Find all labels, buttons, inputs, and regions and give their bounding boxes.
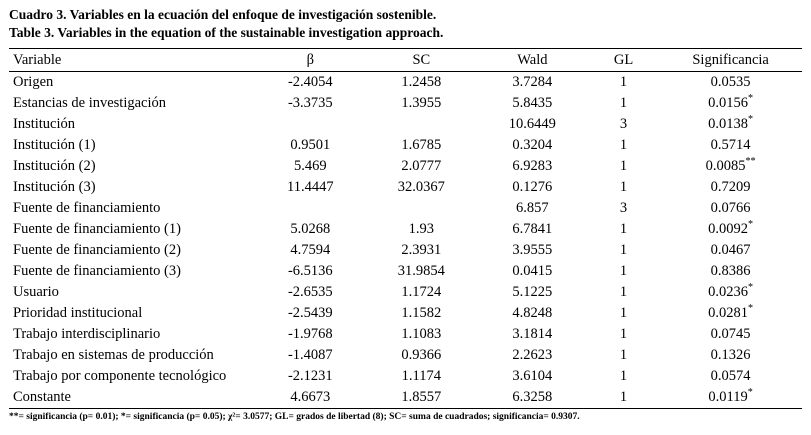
wald-cell: 6.7841 xyxy=(512,221,553,237)
header-sc: SC xyxy=(366,49,477,72)
header-row xyxy=(9,49,802,72)
significancia-value: 0.1326 xyxy=(710,347,751,363)
significancia-cell xyxy=(659,324,802,345)
wald-cell: 0.0415 xyxy=(512,263,553,279)
table-caption-spanish: Cuadro 3. Variables en la ecuación del enfoque de investigación sostenible. xyxy=(9,7,437,22)
significancia-value: 0.8386 xyxy=(710,263,751,279)
variable-cell: Institución xyxy=(13,116,76,132)
table-row xyxy=(9,387,802,409)
significancia-cell xyxy=(659,135,802,156)
significancia-value: 0.0535 xyxy=(710,74,751,90)
sc-cell: 1.3955 xyxy=(401,95,442,111)
table-row xyxy=(9,156,802,177)
beta-cell: -3.3735 xyxy=(287,95,333,111)
sc-cell: 1.1582 xyxy=(401,305,442,321)
beta-cell: 4.6673 xyxy=(255,387,366,409)
significancia-asterisk: * xyxy=(748,303,754,315)
gl-cell: 1 xyxy=(619,242,628,258)
significancia-cell xyxy=(659,366,802,387)
beta-cell: -6.5136 xyxy=(287,263,333,279)
significancia-value: 0.0574 xyxy=(710,368,751,384)
significancia-value: 0.5714 xyxy=(710,137,751,153)
significancia-value: 0.0745 xyxy=(710,326,751,342)
wald-cell: 2.2623 xyxy=(512,347,553,363)
gl-cell: 1 xyxy=(588,387,659,409)
table-body xyxy=(9,72,802,409)
sc-cell: 0.9366 xyxy=(401,347,442,363)
variable-cell: Fuente de financiamiento (1) xyxy=(13,221,181,237)
beta-cell xyxy=(255,114,366,135)
table-row xyxy=(9,240,802,261)
table-footnote: **= significancia (p= 0.01); *= significancia (p= 0.05); χ²= 3.0577; GL= grados de libertad (8); SC= suma de cuadrados; significancia= 0.9307. xyxy=(9,412,580,422)
sc-cell xyxy=(366,114,477,135)
gl-cell: 1 xyxy=(619,137,628,153)
wald-cell: 3.7284 xyxy=(512,74,553,90)
gl-cell: 1 xyxy=(619,326,628,342)
table-header xyxy=(9,49,802,72)
wald-cell: 0.1276 xyxy=(512,179,553,195)
gl-cell: 1 xyxy=(619,284,628,300)
beta-cell: 4.7594 xyxy=(290,242,331,258)
wald-cell: 6.9283 xyxy=(512,158,553,174)
significancia-cell xyxy=(659,219,802,240)
sc-cell: 2.0777 xyxy=(401,158,442,174)
gl-cell: 1 xyxy=(619,221,628,237)
significancia-cell xyxy=(659,114,802,135)
wald-cell: 10.6449 xyxy=(508,116,556,132)
significancia-asterisk: * xyxy=(748,219,754,231)
gl-cell: 3 xyxy=(619,116,628,132)
header-beta: β xyxy=(255,49,366,72)
statistics-table xyxy=(9,48,802,409)
gl-cell: 1 xyxy=(619,305,628,321)
header-variable: Variable xyxy=(9,49,255,72)
table-row xyxy=(9,93,802,114)
wald-cell: 3.9555 xyxy=(512,242,553,258)
variable-cell: Institución (1) xyxy=(13,137,96,153)
significancia-value: 0.0156 xyxy=(708,95,749,111)
significancia-cell xyxy=(659,303,802,324)
variable-cell: Institución (3) xyxy=(13,179,96,195)
gl-cell: 1 xyxy=(619,263,628,279)
significancia-cell xyxy=(659,282,802,303)
beta-cell: -1.4087 xyxy=(287,347,333,363)
wald-cell: 5.1225 xyxy=(512,284,553,300)
significancia-asterisk: ** xyxy=(745,156,756,168)
significancia-value: 0.0281 xyxy=(708,305,749,321)
variable-cell: Trabajo en sistemas de producción xyxy=(13,347,214,363)
beta-cell: -2.4054 xyxy=(287,74,333,90)
table-row xyxy=(9,366,802,387)
significancia-cell xyxy=(659,261,802,282)
variable-cell: Prioridad institucional xyxy=(13,305,143,321)
significancia-asterisk: * xyxy=(748,93,754,105)
variable-cell: Trabajo interdisciplinario xyxy=(13,326,161,342)
significancia-value: 0.0236 xyxy=(708,284,749,300)
gl-cell: 1 xyxy=(619,347,628,363)
sc-cell xyxy=(366,198,477,219)
wald-cell: 4.8248 xyxy=(512,305,553,321)
significancia-value: 0.0085 xyxy=(705,158,746,174)
significancia-cell xyxy=(659,387,802,409)
gl-cell: 1 xyxy=(619,74,628,90)
beta-cell: 11.4447 xyxy=(287,179,334,195)
gl-cell: 1 xyxy=(619,95,628,111)
table-row xyxy=(9,219,802,240)
significancia-value: 0.0138 xyxy=(708,116,749,132)
table-row xyxy=(9,345,802,366)
table-row xyxy=(9,303,802,324)
sc-cell: 1.2458 xyxy=(401,74,442,90)
wald-cell: 0.3204 xyxy=(512,137,553,153)
sc-cell: 2.3931 xyxy=(401,242,442,258)
significancia-cell xyxy=(659,240,802,261)
sc-cell: 32.0367 xyxy=(397,179,445,195)
gl-cell: 1 xyxy=(619,368,628,384)
sc-cell: 1.6785 xyxy=(401,137,442,153)
beta-cell: 5.469 xyxy=(294,158,327,174)
significancia-asterisk: * xyxy=(747,387,753,399)
significancia-cell xyxy=(659,93,802,114)
beta-cell: 5.0268 xyxy=(290,221,331,237)
table-row xyxy=(9,261,802,282)
significancia-value: 0.0766 xyxy=(710,200,751,216)
variable-cell: Fuente de financiamiento (3) xyxy=(13,263,181,279)
variable-cell: Institución (2) xyxy=(13,158,96,174)
sc-cell: 1.1724 xyxy=(401,284,442,300)
beta-cell: -2.1231 xyxy=(287,368,333,384)
variable-cell: Fuente de financiamiento (2) xyxy=(13,242,181,258)
table-row xyxy=(9,114,802,135)
wald-cell: 3.6104 xyxy=(512,368,553,384)
wald-cell: 5.8435 xyxy=(512,95,553,111)
significancia-value: 0.0119 xyxy=(708,389,748,405)
beta-cell: 0.9501 xyxy=(290,137,331,153)
gl-cell: 3 xyxy=(619,200,628,216)
significancia-value: 0.0092 xyxy=(708,221,749,237)
significancia-asterisk: * xyxy=(748,114,754,126)
significancia-value: 0.0467 xyxy=(710,242,751,258)
variable-cell: Estancias de investigación xyxy=(13,95,167,111)
beta-cell xyxy=(255,198,366,219)
sc-cell: 1.93 xyxy=(408,221,435,237)
significancia-value: 0.7209 xyxy=(710,179,751,195)
header-significancia: Significancia xyxy=(659,49,802,72)
beta-cell: -2.5439 xyxy=(287,305,333,321)
significancia-cell xyxy=(659,156,802,177)
significancia-cell xyxy=(659,345,802,366)
significancia-cell xyxy=(659,72,802,94)
beta-cell: -1.9768 xyxy=(287,326,333,342)
table-row xyxy=(9,324,802,345)
sc-cell: 31.9854 xyxy=(397,263,445,279)
title-block xyxy=(9,6,802,42)
variable-cell: Fuente de financiamiento xyxy=(13,200,161,216)
variable-cell: Trabajo por componente tecnológico xyxy=(13,368,227,384)
variable-cell: Constante xyxy=(9,387,255,409)
variable-cell: Origen xyxy=(13,74,54,90)
wald-cell: 6.3258 xyxy=(477,387,588,409)
table-caption-english: Table 3. Variables in the equation of the sustainable investigation approach. xyxy=(9,25,444,40)
table-row xyxy=(9,198,802,219)
wald-cell: 3.1814 xyxy=(512,326,553,342)
gl-cell: 1 xyxy=(619,179,628,195)
variable-cell: Usuario xyxy=(13,284,59,300)
gl-cell: 1 xyxy=(619,158,628,174)
table-row xyxy=(9,135,802,156)
table-row xyxy=(9,72,802,94)
sc-cell: 1.1083 xyxy=(401,326,442,342)
wald-cell: 6.857 xyxy=(516,200,549,216)
beta-cell: -2.6535 xyxy=(287,284,333,300)
significancia-cell xyxy=(659,177,802,198)
header-wald: Wald xyxy=(477,49,588,72)
table-row xyxy=(9,282,802,303)
table-row xyxy=(9,177,802,198)
significancia-cell xyxy=(659,198,802,219)
header-gl: GL xyxy=(588,49,659,72)
significancia-asterisk: * xyxy=(748,282,754,294)
sc-cell: 1.1174 xyxy=(401,368,442,384)
sc-cell: 1.8557 xyxy=(366,387,477,409)
